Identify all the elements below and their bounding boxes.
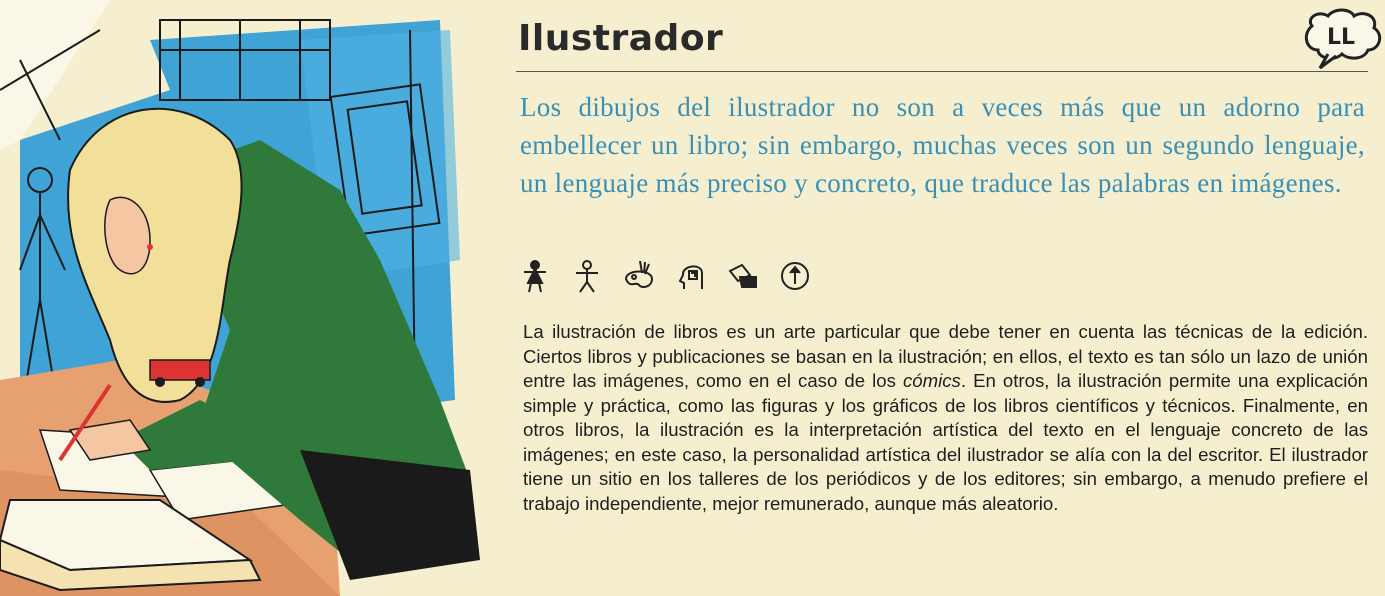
illustrator-drawing-illustration xyxy=(0,0,490,596)
body-text-part2: . En otros, la ilustración permite una explicación simple y práctica, como las figuras y los gráficos de los libros científicos y técnicos. Finalmente, en otros libros, la ilustración es la interpretación artística del texto en el lenguaje concreto de las imágenes; en este caso, la personalidad artística del ilustrador se alía con la del escritor. El ilustrador tiene un sitio en los talleres de los periódicos y de los editores; sin embargo, a menudo prefiere el trabajo independiente, mejor remunerado, aunque más aleatorio. xyxy=(523,370,1369,514)
title-divider xyxy=(516,71,1368,72)
hand-writing-icon xyxy=(726,259,760,293)
male-figure-icon xyxy=(570,259,604,293)
body-text-part1: La ilustración de libros es un arte particular que debe tener en cuenta las técnicas de la edición. Ciertos libros y publicaciones se basan en la ilustración; en ellos, el texto es tan sólo un lazo de unión entre las imágenes, como en el caso de los xyxy=(523,321,1368,391)
female-figure-icon xyxy=(518,259,552,293)
page-title: Ilustrador xyxy=(518,18,724,59)
body-text-italic: cómics xyxy=(903,370,961,391)
palette-icon xyxy=(622,259,656,293)
body-paragraph xyxy=(523,320,1368,516)
intro-paragraph: Los dibujos del ilustrador no son a veces más que un adorno para embellecer un libro; sin embargo, muchas veces son un segundo lenguaje, un lenguaje más preciso y concreto, que traduce las palabras en imágenes. xyxy=(520,92,1365,198)
speech-bubble-logo xyxy=(1298,8,1384,70)
head-profile-icon xyxy=(674,259,708,293)
logo-text: LL xyxy=(1326,25,1356,50)
arrow-up-circle-icon xyxy=(778,259,812,293)
category-icons xyxy=(518,258,812,294)
